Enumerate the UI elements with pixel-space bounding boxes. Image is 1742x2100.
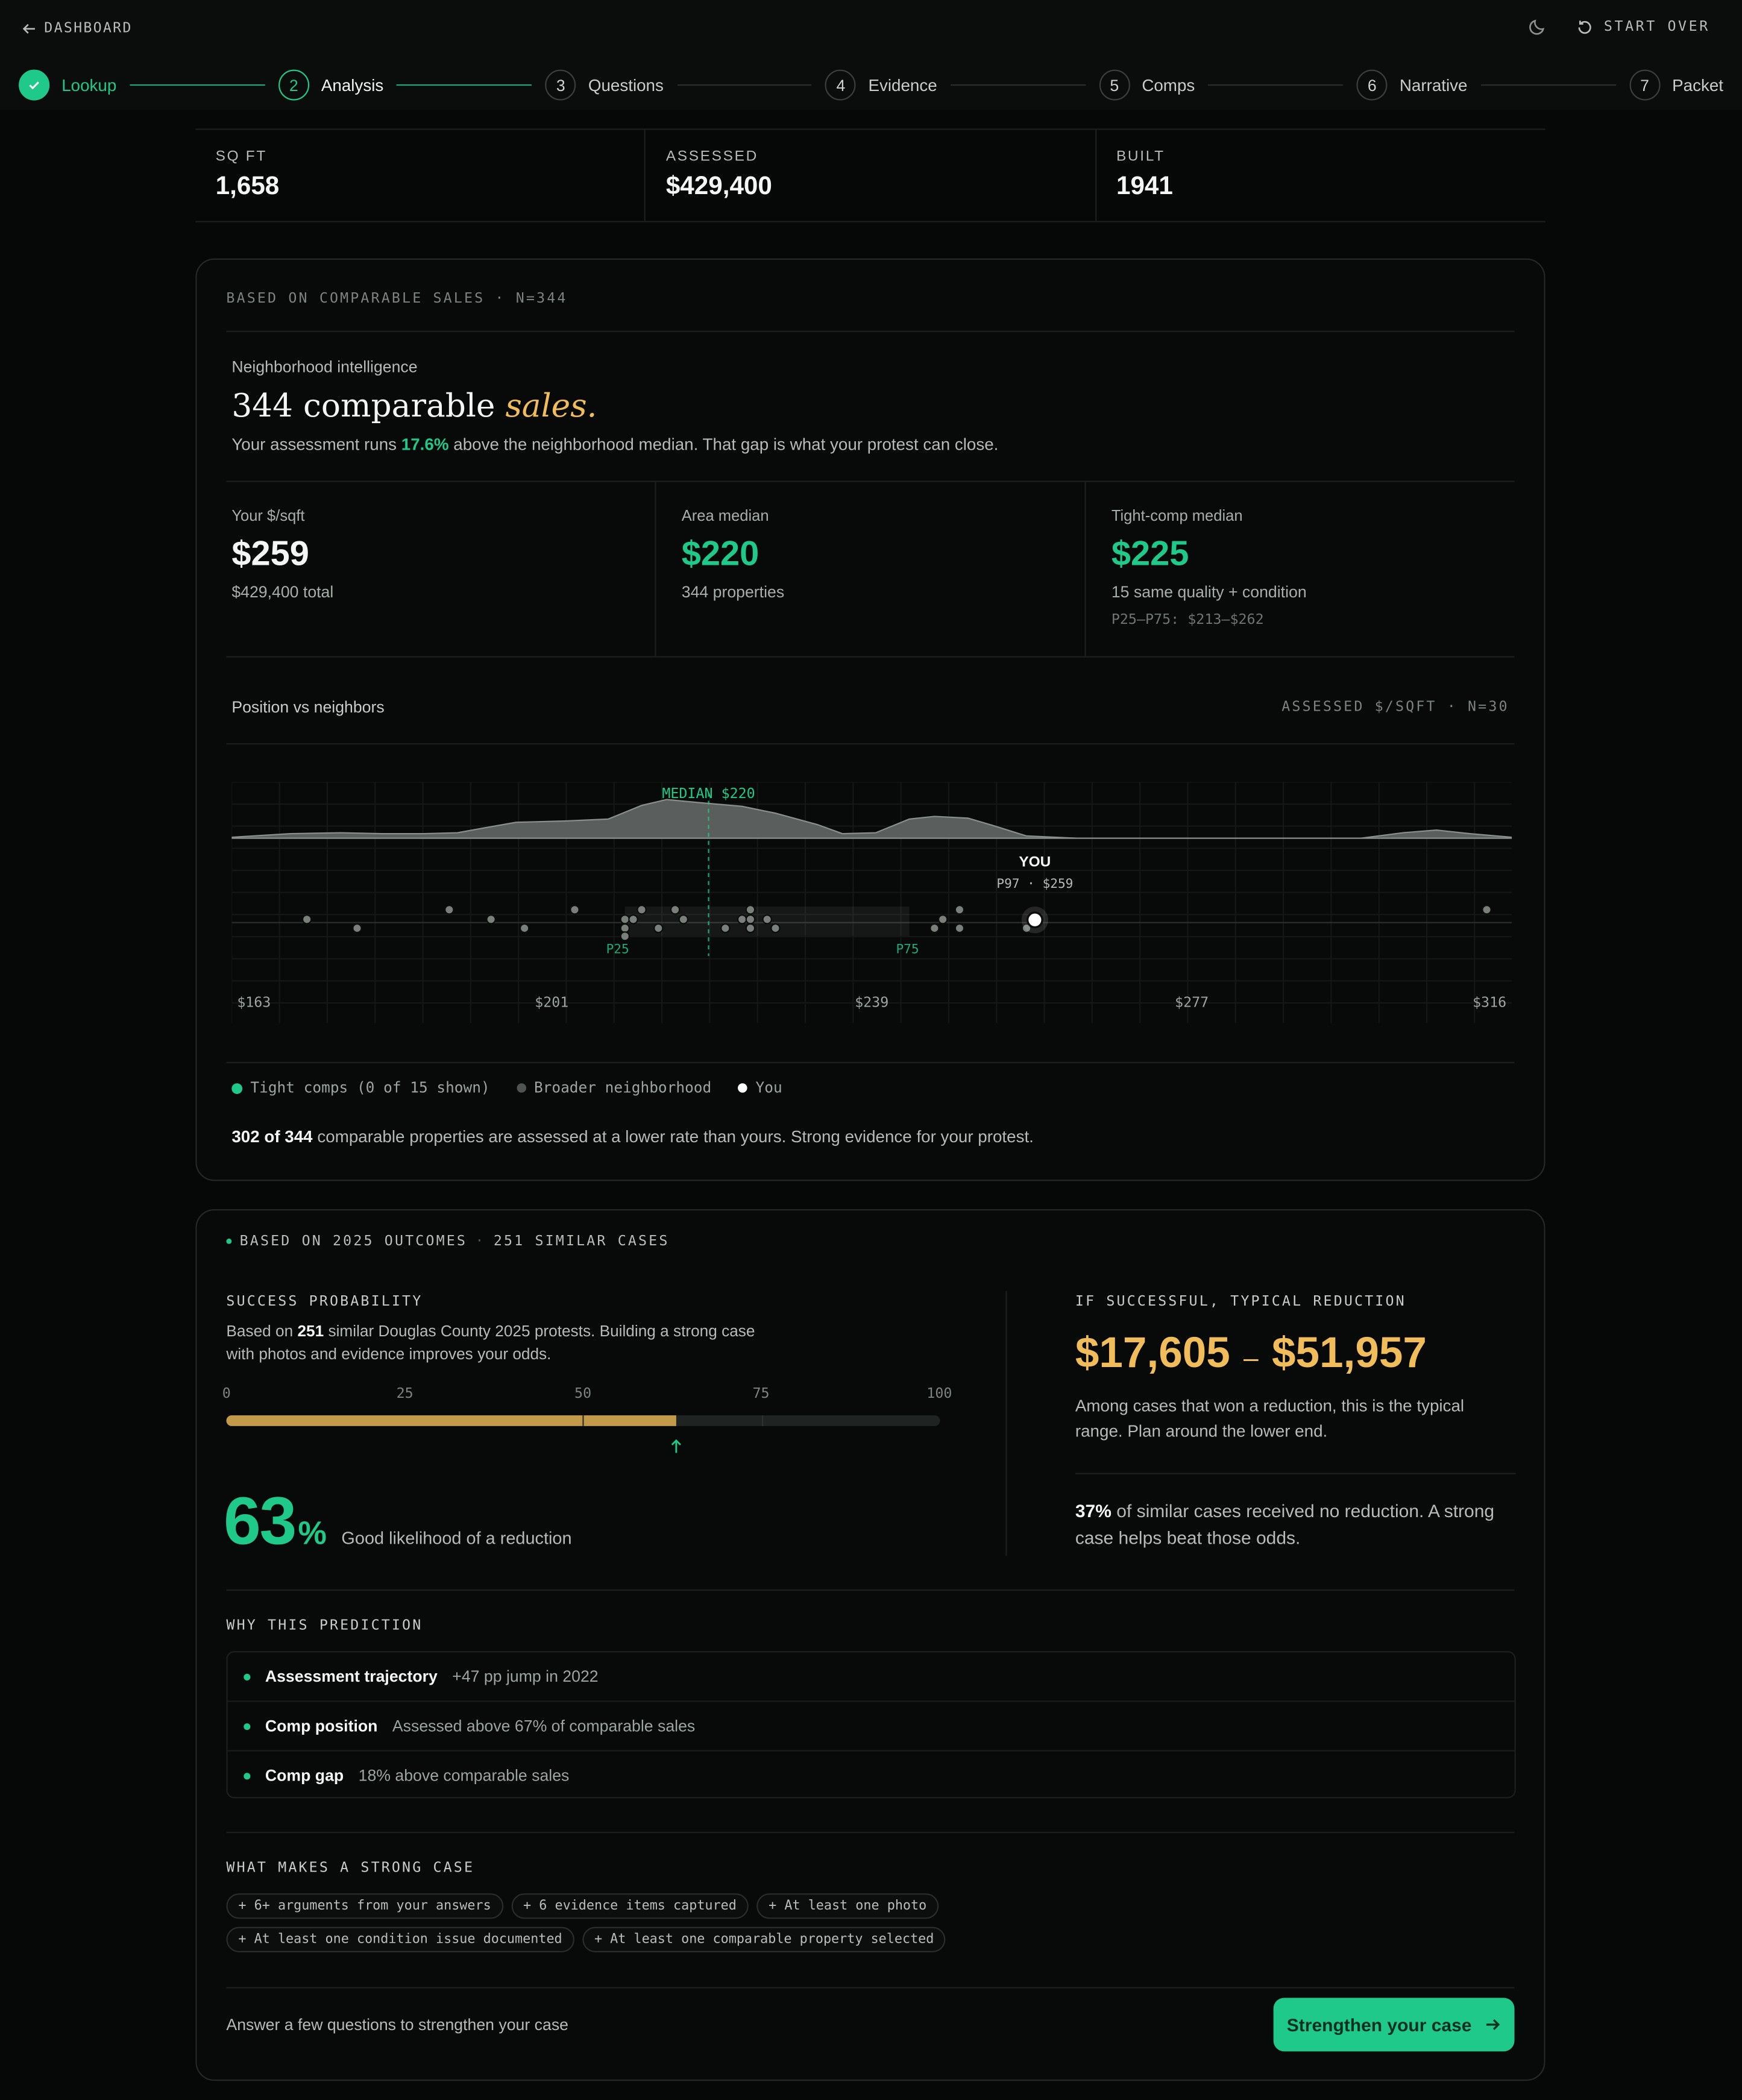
legend-label: You <box>755 1079 782 1097</box>
bar-gridline <box>762 1415 763 1426</box>
position-chart <box>231 782 1512 1023</box>
step-lookup[interactable] <box>19 70 116 101</box>
step-connector <box>951 84 1086 86</box>
neighbor-dot <box>570 905 579 914</box>
step-number: 3 <box>546 70 576 101</box>
divider <box>226 481 1514 482</box>
back-label: DASHBOARD <box>44 20 133 36</box>
chart-meta: ASSESSED $/SQFT · N=30 <box>1281 699 1509 715</box>
divider <box>226 656 1514 658</box>
neighbor-dot <box>746 905 755 914</box>
divider <box>226 1987 1514 1988</box>
chart-title: Position vs neighbors <box>231 697 385 717</box>
comparison-footer <box>231 1128 1034 1146</box>
neighbor-dot <box>955 905 964 914</box>
strong-case-chips <box>226 1893 1271 1952</box>
step-number: 2 <box>278 70 309 101</box>
density-area <box>231 799 1512 838</box>
reason-title: Comp gap <box>265 1766 344 1785</box>
headline <box>231 387 597 424</box>
bullet <box>244 1723 250 1729</box>
neighbor-dot <box>671 905 679 914</box>
median-label: MEDIAN $220 <box>662 785 755 802</box>
neighbor-dot <box>738 915 746 923</box>
cta-prompt: Answer a few questions to strengthen your case <box>226 2015 568 2034</box>
summary-percent: 17.6% <box>401 435 449 454</box>
neighbor-dot <box>1482 905 1491 914</box>
step-analysis[interactable] <box>278 70 383 101</box>
reason-title: Comp position <box>265 1716 378 1736</box>
scale-tick: 0 <box>222 1386 231 1402</box>
reason-item <box>228 1652 1515 1702</box>
summary-post: above the neighborhood median. That gap is what your protest can close. <box>453 435 999 454</box>
no-reduction-note <box>1075 1498 1517 1552</box>
summary <box>231 435 998 454</box>
stat-tight-comp-median <box>1112 509 1307 628</box>
step-number: 5 <box>1099 70 1130 101</box>
step-label: Analysis <box>321 75 384 95</box>
fact-label: SQ FT <box>215 148 267 165</box>
no-reduction-text: of similar cases received no reduction. A strong case helps beat those odds. <box>1075 1501 1495 1548</box>
neighbor-dot <box>353 924 361 932</box>
fact-sqft <box>195 130 646 221</box>
step-number: 4 <box>825 70 856 101</box>
kicker-b: 251 SIMILAR CASES <box>493 1233 670 1250</box>
probability-fill <box>226 1415 676 1426</box>
criterion-chip: + 6+ arguments from your answers <box>226 1893 503 1919</box>
reason-detail: 18% above comparable sales <box>358 1766 570 1785</box>
neighbor-dot <box>721 924 729 932</box>
fact-value: 1941 <box>1116 172 1173 201</box>
eyebrow: Neighborhood intelligence <box>231 357 418 377</box>
reduction-high: $51,957 <box>1271 1328 1427 1377</box>
probability-unit: % <box>298 1515 327 1552</box>
stat-sub: 15 same quality + condition <box>1111 582 1307 602</box>
summary-pre: Your assessment runs <box>231 435 397 454</box>
neighbor-dot <box>771 924 779 932</box>
headline-main: 344 comparable <box>231 387 495 425</box>
probability-readout <box>224 1482 572 1560</box>
step-evidence[interactable] <box>825 70 937 101</box>
x-tick-label: $277 <box>1175 994 1209 1011</box>
stat-value: $259 <box>231 533 309 573</box>
reduction-range <box>1075 1328 1427 1378</box>
reason-detail: Assessed above 67% of comparable sales <box>392 1716 696 1736</box>
restart-icon <box>1576 18 1593 36</box>
strengthen-case-button[interactable] <box>1274 1998 1515 2051</box>
step-label: Evidence <box>868 75 937 95</box>
divider <box>1075 1473 1516 1474</box>
neighbor-dot <box>955 924 964 932</box>
you-dot <box>1028 913 1042 927</box>
step-label: Lookup <box>61 75 117 95</box>
outcomes-kicker <box>226 1233 669 1250</box>
step-label: Questions <box>588 75 664 95</box>
footer-rest: comparable properties are assessed at a lower rate than yours. Strong evidence for your protest. <box>317 1127 1034 1146</box>
legend-you <box>738 1080 782 1097</box>
fact-assessed <box>646 130 1096 221</box>
reason-item <box>228 1752 1515 1800</box>
neighbor-dot <box>746 915 755 923</box>
neighbor-dot <box>621 924 629 932</box>
fact-built <box>1096 130 1545 221</box>
legend-dot-gray <box>517 1083 526 1093</box>
kicker-separator: · <box>475 1233 486 1250</box>
neighborhood-card <box>195 259 1545 1181</box>
bullet <box>244 1673 250 1680</box>
footer-strong: 302 of 344 <box>231 1127 313 1146</box>
arrow-up-icon <box>669 1438 682 1454</box>
p25-label: P25 <box>606 941 629 957</box>
legend-label: Broader neighborhood <box>533 1079 712 1097</box>
reduction-description: Among cases that won a reduction, this is the typical range. Plan around the lower end. <box>1075 1397 1465 1441</box>
neighbor-dot <box>930 924 939 932</box>
neighbor-dot <box>679 915 688 923</box>
arrow-right-icon <box>1485 2017 1501 2033</box>
neighbor-dot <box>746 924 755 932</box>
strong-case-title: WHAT MAKES A STRONG CASE <box>226 1860 475 1876</box>
neighbor-dot <box>621 915 629 923</box>
neighbor-dot <box>487 915 495 923</box>
success-description <box>226 1320 762 1366</box>
start-over-button[interactable] <box>1576 18 1710 36</box>
stat-value: $225 <box>1111 533 1189 573</box>
criterion-chip: + At least one condition issue documented <box>226 1927 574 1952</box>
stat-sub: 344 properties <box>681 582 785 602</box>
criterion-chip: + At least one photo <box>756 1893 939 1919</box>
reduction-dash: – <box>1244 1344 1259 1374</box>
neighbor-dot <box>445 905 453 914</box>
probability-bar <box>226 1415 940 1426</box>
progress-stepper <box>19 68 1723 102</box>
neighbor-dot <box>763 915 772 923</box>
back-to-dashboard-link[interactable] <box>22 20 133 36</box>
scale-tick: 75 <box>752 1386 770 1402</box>
desc-post: similar Douglas County 2025 protests. Building a strong case with photos and evidence improves your odds. <box>226 1321 755 1363</box>
outcomes-card <box>195 1209 1545 2081</box>
fact-label: BUILT <box>1116 148 1165 165</box>
success-title: SUCCESS PROBABILITY <box>226 1293 423 1310</box>
you-sublabel: P97 · $259 <box>996 875 1074 891</box>
stat-value: $220 <box>681 533 759 573</box>
neighbor-dot <box>654 924 662 932</box>
fact-value: $429,400 <box>665 172 772 201</box>
divider <box>226 743 1514 744</box>
legend-tight <box>231 1080 489 1097</box>
divider <box>1084 482 1086 656</box>
divider <box>226 331 1514 332</box>
criterion-chip: + At least one comparable property selected <box>582 1927 946 1952</box>
step-connector <box>677 84 812 86</box>
stat-area-median <box>682 509 784 601</box>
x-tick-label: $316 <box>1473 994 1507 1011</box>
criterion-chip: + 6 evidence items captured <box>511 1893 749 1919</box>
neighbor-dot <box>520 924 529 932</box>
p75-label: P75 <box>896 941 919 957</box>
moon-icon[interactable] <box>1527 17 1546 36</box>
neighbor-dot <box>303 915 311 923</box>
x-tick-label: $163 <box>237 994 271 1011</box>
kicker-a: BASED ON 2025 OUTCOMES <box>239 1233 468 1250</box>
step-connector <box>397 84 532 86</box>
legend-dot-green <box>231 1083 242 1093</box>
divider <box>226 1062 1514 1063</box>
step-connector <box>1481 84 1616 86</box>
chart-legend <box>231 1080 782 1097</box>
legend-label: Tight comps (0 of 15 shown) <box>250 1079 490 1097</box>
desc-num: 251 <box>297 1321 324 1341</box>
stat-label: Area median <box>681 509 769 525</box>
step-number: 7 <box>1629 70 1660 101</box>
stat-your-sqft <box>231 509 333 601</box>
fact-value: 1,658 <box>215 172 280 201</box>
step-comps[interactable] <box>1099 70 1195 101</box>
reason-title: Assessment trajectory <box>265 1667 438 1686</box>
no-reduction-pct: 37% <box>1075 1501 1112 1521</box>
scale-tick: 25 <box>396 1386 413 1402</box>
why-title: WHY THIS PREDICTION <box>226 1617 423 1634</box>
step-label: Narrative <box>1399 75 1468 95</box>
reason-detail: +47 pp jump in 2022 <box>452 1667 599 1686</box>
step-number: 6 <box>1357 70 1388 101</box>
neighborhood-kicker: BASED ON COMPARABLE SALES · N=344 <box>226 291 568 307</box>
desc-pre: Based on <box>226 1321 294 1341</box>
stat-percentile-range: P25–P75: $213–$262 <box>1111 612 1264 628</box>
check-icon <box>19 70 49 101</box>
live-dot <box>226 1239 231 1244</box>
step-connector <box>1208 84 1343 86</box>
reduction-low: $17,605 <box>1075 1328 1230 1377</box>
reasons-list <box>226 1651 1515 1798</box>
step-narrative[interactable] <box>1357 70 1468 101</box>
property-facts <box>195 128 1545 222</box>
column-divider <box>1005 1291 1007 1556</box>
neighbor-dot <box>629 915 637 923</box>
top-bar <box>0 0 1742 110</box>
step-label: Comps <box>1142 75 1195 95</box>
legend-dot-white <box>738 1083 748 1093</box>
stat-label: Your $/sqft <box>231 509 305 525</box>
step-label: Packet <box>1672 75 1724 95</box>
probability-value: 63 <box>223 1483 296 1559</box>
fact-label: ASSESSED <box>665 148 758 165</box>
stat-sub: $429,400 total <box>231 582 334 602</box>
scale-tick: 100 <box>926 1386 952 1402</box>
legend-broad <box>517 1080 711 1097</box>
stat-label: Tight-comp median <box>1111 509 1243 525</box>
you-label: YOU <box>1019 854 1051 870</box>
start-over-label: START OVER <box>1603 19 1710 35</box>
step-connector <box>130 84 265 86</box>
arrow-left-icon <box>22 20 36 35</box>
bullet <box>244 1772 250 1779</box>
cta-label: Strengthen your case <box>1286 2014 1472 2035</box>
step-packet[interactable] <box>1629 70 1723 101</box>
neighbor-dot <box>621 932 629 940</box>
reason-item <box>228 1702 1515 1752</box>
x-tick-label: $239 <box>855 994 889 1011</box>
reduction-title: IF SUCCESSFUL, TYPICAL REDUCTION <box>1075 1293 1406 1310</box>
headline-accent: sales. <box>505 387 597 425</box>
neighbor-dot <box>637 905 646 914</box>
divider <box>655 482 656 656</box>
divider <box>226 1589 1514 1591</box>
probability-caption: Good likelihood of a reduction <box>341 1527 572 1548</box>
divider <box>226 1832 1514 1833</box>
x-tick-label: $201 <box>535 994 569 1011</box>
scale-tick: 50 <box>574 1386 592 1402</box>
step-questions[interactable] <box>546 70 664 101</box>
neighbor-dot <box>939 915 947 923</box>
bar-gridline <box>582 1415 583 1426</box>
